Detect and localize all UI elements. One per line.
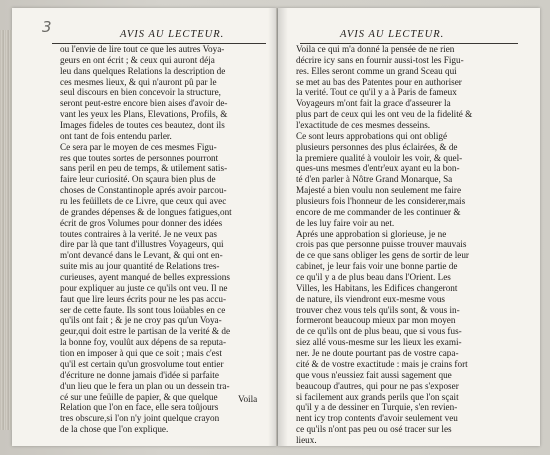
text-line: res. Elles seront comme un grand Sceau qui — [296, 65, 457, 76]
text-line: plusieurs personnes des plus éclairées, & de — [296, 141, 458, 152]
text-line: que vous n'eussiez fait aussi sagement que — [296, 369, 452, 380]
text-line: té d'en parler à Nôtre Grand Monarque, Sa — [296, 174, 453, 185]
text-line: Relation que l'on en face, elle sera toûjours — [60, 402, 219, 413]
text-line: qu'ils ont fait ; & je ne croy pas qu'un Voya- — [60, 315, 222, 326]
text-line: Ce sont leurs approbations qui ont obligé — [296, 130, 448, 141]
text-line: cé sur une feüille de papier, & que quelque — [60, 391, 218, 402]
text-line: ce qu'ils n'ont pas peu ou osé tracer sur les — [296, 424, 452, 435]
text-line: qu'il est certain qu'un grosvolume tout entier — [60, 358, 224, 369]
text-line: Images fideles de toutes ces beautez, dont ils — [60, 120, 225, 131]
right-running-header: AVIS AU LECTEUR. — [340, 29, 445, 40]
text-line: l'exactitude de ces mesmes desseins. — [296, 120, 431, 131]
text-line: de grandes dépenses & de longues fatigues,ont — [60, 206, 232, 217]
catchword: Voila — [238, 394, 258, 404]
text-line: Voila ce qui m'a donné la pensée de ne rien — [296, 44, 455, 54]
text-line: dire par là que tant d'illustres Voyageurs, qui — [60, 239, 224, 250]
text-line: la premiere qualité à vouloir les voir, & quel- — [296, 152, 463, 163]
text-line: leu dans quelques Relations la description de — [60, 65, 226, 76]
text-line: cité & de vostre exactitude : mais je crains fort — [296, 358, 468, 369]
text-line: tion en imposer à qui que ce soit ; mais c'est — [60, 348, 222, 359]
left-page — [12, 8, 277, 446]
text-line: Ce sera par le moyen de ces mesmes Figu- — [60, 141, 217, 152]
text-line: suite mis au jour quantité de Relations tres- — [60, 261, 220, 272]
text-line: Majesté a bien voulu non seulement me faire — [296, 185, 462, 196]
text-line: qu'il y a de dessiner en Turquie, s'en revien- — [296, 402, 458, 413]
text-line: ou l'envie de lire tout ce que les autres Voya- — [60, 44, 225, 54]
text-line: la bonne foy, voulût aux dépens de sa reputa- — [60, 337, 227, 348]
text-line: geurs en ont écrit ; & ceux qui auront déja — [60, 54, 215, 65]
text-line: plusieurs fois l'honneur de les considerer,mais — [296, 196, 466, 207]
text-line: crois pas que personne puisse trouver mauvais — [296, 239, 467, 250]
text-line: curieuses, ayent manqué de belles expressions — [60, 272, 230, 283]
text-line: geur,qui doit estre le partisan de la verité & de — [60, 326, 231, 337]
text-line: sans peril en peu de temps, & utilement satis- — [60, 163, 228, 174]
text-line: se met au bas des Patentes pour en authoriser — [296, 76, 462, 87]
text-line: beaucoup d'autres, qui pour ne pas s'exposer — [296, 380, 459, 391]
text-line: d'un lieu que le fera un plan ou un dessein tra- — [60, 380, 230, 391]
pencil-page-number: 3 — [42, 18, 52, 36]
text-line: Voyageurs m'ont fait la grace d'asseurer la — [296, 98, 451, 109]
text-line: ce qu'il y a de plus beau dans l'Orient. Les — [296, 272, 451, 283]
text-line: trouver chez vous tels qu'ils sont, & vous in- — [296, 304, 460, 315]
text-line: ces mesmes lieux, & qui n'auront pû par le — [60, 76, 217, 87]
text-line: ner. Je ne doute pourtant pas de vostre capa- — [296, 348, 459, 359]
text-line: décrire icy sans en fournir aussi-tost les Figu- — [296, 54, 464, 65]
text-line: écrit de gros Volumes pour donner des idées — [60, 217, 223, 228]
text-line: faut que lire leurs écrits pour ne les pas accu- — [60, 293, 227, 304]
text-line: ques-uns mesmes d'entr'eux ayant eu la bon- — [296, 163, 460, 174]
text-line: m'ont devancé dans le Levant, & qui ont en- — [60, 250, 223, 261]
text-line: ont tant de fois entendu parler. — [60, 130, 172, 141]
text-line: Aprés une approbation si glorieuse, je ne — [296, 228, 447, 239]
text-line: de ce qu'ils ont de plus beau, que si vous fus- — [296, 326, 462, 337]
text-line: seront peut-estre encore bien aises d'avoir de- — [60, 98, 228, 109]
text-line: lieux. — [296, 434, 317, 445]
right-page — [278, 8, 540, 446]
text-line: plus part de ceux qui les ont veu de la fidelité & — [296, 109, 473, 120]
left-running-header: AVIS AU LECTEUR. — [120, 29, 225, 40]
text-line: faire leur curiosité. On sçaura bien plus de — [60, 174, 216, 185]
text-line: de la chose que l'on explique. — [60, 424, 169, 435]
text-line: cabinet, je leur fais voir une bonne partie de — [296, 261, 458, 272]
text-line: choses de Constantinople aprés avoir parcou- — [60, 185, 227, 196]
left-body-text — [60, 44, 270, 435]
text-line: d'écriture ne donne jamais d'idée si parfaite — [60, 369, 219, 380]
text-line: de les luy faire voir au net. — [296, 217, 395, 228]
text-line: formeront beaucoup mieux par mon moyen — [296, 315, 456, 326]
text-line: si facilement aux grands perils que l'on sçait — [296, 391, 459, 402]
right-body-text — [296, 44, 517, 446]
text-line: tres obscure,si l'on n'y joint quelque crayon — [60, 413, 220, 424]
text-line: siez allé vous-mesme sur les lieux les exami- — [296, 337, 462, 348]
text-line: seul discours en bien concevoir la structure, — [60, 87, 221, 98]
text-line: de ce que sans obliger les gens de sortir de leur — [296, 250, 469, 261]
text-line: ru les feüillets de ce Livre, que ceux qui avec — [60, 196, 227, 207]
text-line: de nature, ils viendront eux-mesme vous — [296, 293, 446, 304]
text-line: pour expliquer au juste ce qu'ils ont veu. Il ne — [60, 282, 228, 293]
text-line: toutes contraires à la verité. Je ne veux pas — [60, 228, 217, 239]
text-line: res que toutes sortes de personnes pourront — [60, 152, 219, 163]
text-line: la verité. Tout ce qu'il y a à Paris de fameux — [296, 87, 457, 98]
text-line: ser de cette faute. Ils sont tous loüables en ce — [60, 304, 226, 315]
text-line: Villes, les Habitans, les Edifices changeront — [296, 282, 458, 293]
text-line: encore de me commander de les continuer & — [296, 206, 461, 217]
text-line: nent icy trop contents d'avoir seulement veu — [296, 413, 458, 424]
text-line: vant les yeux les Plans, Elevations, Profils, & — [60, 109, 228, 120]
